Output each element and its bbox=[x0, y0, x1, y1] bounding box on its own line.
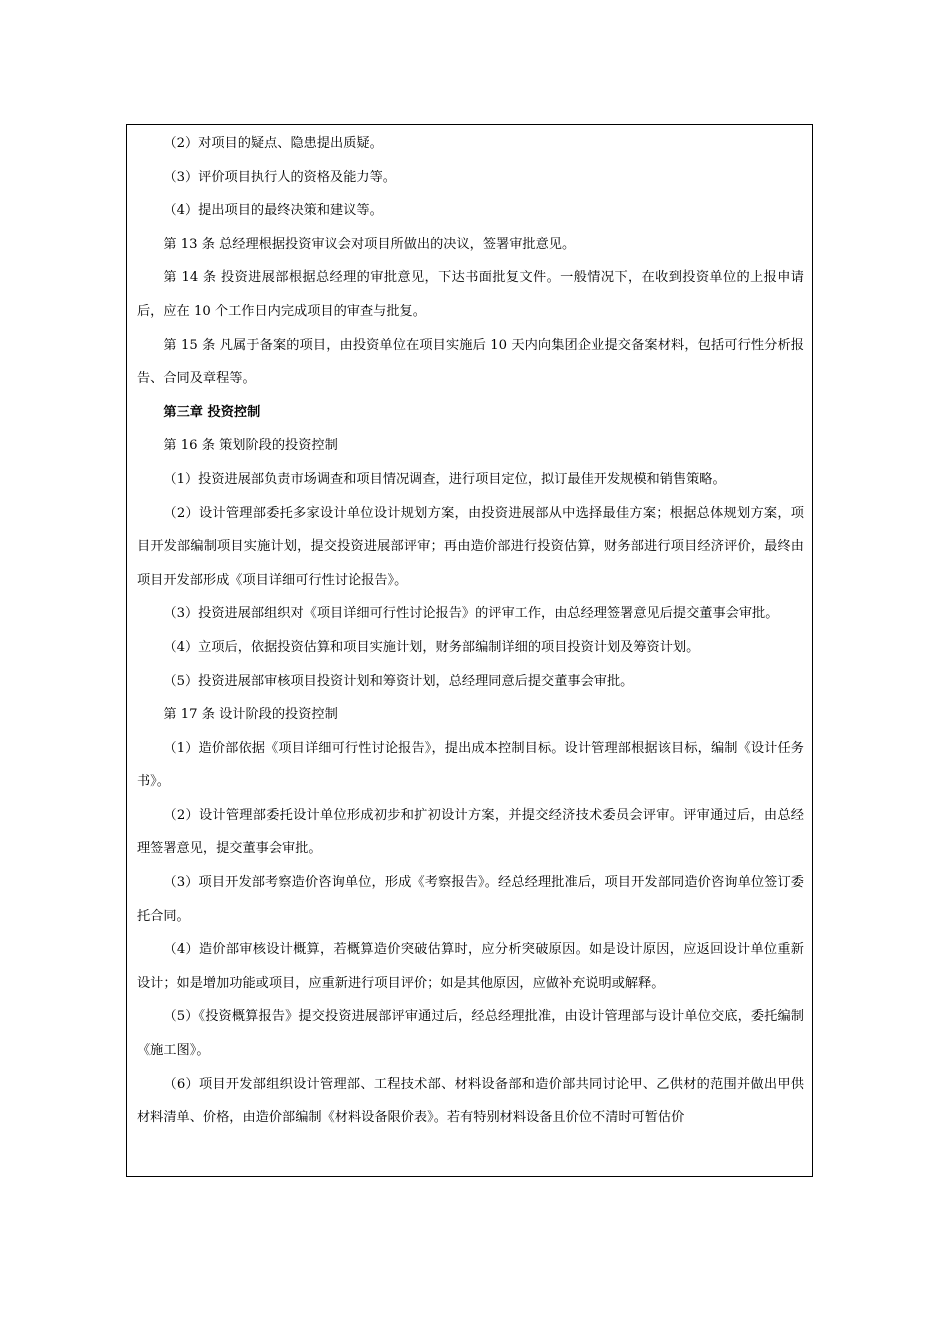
document-frame bbox=[126, 124, 813, 1177]
paragraph: （2）设计管理部委托多家设计单位设计规划方案，由投资进展部从中选择最佳方案；根据总体规划方案，项目开发部编制项目实施计划，提交投资进展部评审；再由造价部进行投资估算，财务部进行项目经济评价，最终由项目开发部形成《项目详细可行性讨论报告》。 bbox=[137, 505, 804, 588]
paragraph: （5）《投资概算报告》提交投资进展部评审通过后，经总经理批准，由设计管理部与设计单位交底，委托编制《施工图》。 bbox=[137, 1009, 804, 1059]
document-body bbox=[137, 127, 804, 1135]
chapter-heading: 第三章 投资控制 bbox=[163, 404, 261, 420]
paragraph: （1）投资进展部负责市场调查和项目情况调查，进行项目定位，拟订最佳开发规模和销售策略。 bbox=[163, 471, 726, 487]
paragraph: （6）项目开发部组织设计管理部、工程技术部、材料设备部和造价部共同讨论甲、乙供材的范围并做出甲供材料清单、价格，由造价部编制《材料设备限价表》。若有特别材料设备且价位不清时可暂估价 bbox=[137, 1076, 804, 1126]
paragraph: （5）投资进展部审核项目投资计划和筹资计划，总经理同意后提交董事会审批。 bbox=[163, 673, 634, 689]
paragraph: （2）对项目的疑点、隐患提出质疑。 bbox=[163, 136, 383, 151]
article-13: 第 13 条 总经理根据投资审议会对项目所做出的决议，签署审批意见。 bbox=[163, 236, 576, 252]
paragraph: （3）项目开发部考察造价咨询单位，形成《考察报告》。经总经理批准后，项目开发部同造价咨询单位签订委托合同。 bbox=[137, 875, 804, 924]
article-16: 第 16 条 策划阶段的投资控制 bbox=[163, 438, 338, 454]
article-15: 第 15 条 凡属于备案的项目，由投资单位在项目实施后 10 天内向集团企业提交备案材料，包括可行性分析报告、合同及章程等。 bbox=[137, 337, 804, 387]
paragraph: （1）造价部依据《项目详细可行性讨论报告》，提出成本控制目标。设计管理部根据该目标，编制《设计任务书》。 bbox=[137, 740, 804, 790]
paragraph: （4）立项后，依据投资估算和项目实施计划，财务部编制详细的项目投资计划及筹资计划。 bbox=[163, 639, 700, 655]
paragraph: （4）造价部审核设计概算，若概算造价突破估算时，应分析突破原因。如是设计原因，应返回设计单位重新设计；如是增加功能或项目，应重新进行项目评价；如是其他原因，应做补充说明或解释。 bbox=[137, 942, 804, 991]
paragraph: （3）投资进展部组织对《项目详细可行性讨论报告》的评审工作，由总经理签署意见后提交董事会审批。 bbox=[163, 606, 779, 622]
paragraph: （4）提出项目的最终决策和建议等。 bbox=[163, 203, 383, 219]
paragraph: （3）评价项目执行人的资格及能力等。 bbox=[163, 169, 396, 185]
article-17: 第 17 条 设计阶段的投资控制 bbox=[163, 707, 338, 723]
paragraph: （2）设计管理部委托设计单位形成初步和扩初设计方案，并提交经济技术委员会评审。评审通过后，由总经理签署意见，提交董事会审批。 bbox=[137, 807, 804, 857]
article-14: 第 14 条 投资进展部根据总经理的审批意见，下达书面批复文件。一般情况下，在收到投资单位的上报申请后，应在 10 个工作日内完成项目的审查与批复。 bbox=[137, 270, 804, 319]
